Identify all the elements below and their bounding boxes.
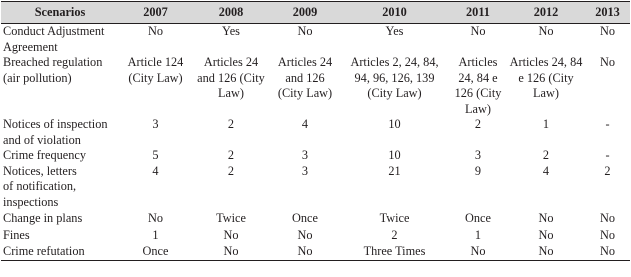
table-cell: No — [599, 55, 616, 69]
table-cell: No — [599, 24, 616, 38]
table-cell: Twice — [379, 211, 410, 225]
table-row — [1, 148, 630, 164]
header-year-2013: 2013 — [585, 2, 630, 24]
table-cell: 3 — [301, 163, 309, 178]
row-label-line: Notices, letters — [3, 163, 77, 178]
row-label-notices-letters — [1, 164, 119, 211]
table-row — [1, 243, 630, 260]
table-cell: 5 — [152, 148, 159, 162]
table-row — [1, 227, 630, 244]
table-cell: No — [599, 211, 616, 225]
table-cell: Three Times — [340, 243, 449, 260]
row-label-crime-refutation — [1, 243, 119, 260]
table-body — [1, 24, 630, 261]
table-cell: 4 — [542, 163, 550, 178]
table-row — [1, 24, 630, 56]
table-cell: Yes — [222, 24, 240, 38]
table-cell: Articles 2, 24, 84, 94, 96, 126, 139 (City Law) — [350, 55, 439, 100]
row-label-line: of notification, — [3, 179, 77, 193]
row-label-line: Conduct Adjustment — [3, 24, 105, 38]
table-cell: 3 — [474, 148, 482, 162]
table-cell: 2 — [474, 117, 482, 131]
table-cell: No — [470, 24, 486, 38]
row-label-fines — [1, 227, 119, 244]
table-cell: No — [297, 227, 313, 242]
row-label-line: Change in plans — [3, 211, 83, 225]
row-label-line: and of violation — [3, 132, 81, 147]
table-cell: No — [538, 24, 554, 38]
table-cell: 3 — [301, 148, 309, 162]
row-label-change-in-plans — [1, 210, 119, 227]
table-cell: No — [270, 243, 340, 260]
table-cell: No — [538, 211, 554, 225]
header-row — [1, 2, 630, 24]
header-year-2008: 2008 — [192, 2, 270, 24]
table-cell: Articles 24 and 126 (City Law) — [197, 55, 265, 100]
row-label-crime-frequency — [1, 148, 119, 164]
row-label-line: Agreement — [3, 39, 58, 54]
table-cell: 2 — [604, 163, 611, 178]
row-label-line: Crime frequency — [3, 148, 86, 162]
row-label-line: Crime refutation — [3, 244, 85, 258]
row-label-line: Notices of inspection — [3, 117, 108, 131]
table-cell: No — [449, 243, 507, 260]
table-cell: No — [599, 227, 616, 242]
table-cell: 2 — [227, 148, 235, 162]
table-cell: 2 — [227, 117, 235, 131]
row-label-notices-of-inspection — [1, 117, 119, 148]
table-cell: 10 — [388, 148, 401, 162]
table-cell: 10 — [388, 117, 401, 131]
table-cell: Once — [119, 243, 192, 260]
header-year-2010: 2010 — [340, 2, 449, 24]
table-cell: 2 — [391, 227, 398, 242]
row-label-breached-regulation — [1, 55, 119, 117]
table-cell: 2 — [227, 163, 235, 178]
table-cell: No — [538, 227, 554, 242]
table-row — [1, 117, 630, 148]
table-cell: - — [605, 148, 610, 162]
table-cell: Articles 24, 84 e 126 (City Law) — [454, 55, 502, 116]
table-cell: No — [147, 211, 164, 225]
header-scenarios: Scenarios — [1, 2, 119, 24]
header-year-2007: 2007 — [119, 2, 192, 24]
table-cell: 1 — [474, 227, 482, 242]
row-label-line: Breached regulation — [3, 55, 103, 69]
table-cell: No — [192, 243, 270, 260]
table-cell: Yes — [385, 24, 404, 38]
table-cell: No — [507, 243, 585, 260]
header-year-2009: 2009 — [270, 2, 340, 24]
scenarios-table — [1, 1, 630, 261]
table-cell: No — [585, 243, 630, 260]
table-cell: Article 124 (City Law) — [127, 55, 184, 85]
table-cell: 9 — [474, 163, 482, 178]
table-cell: 21 — [388, 163, 401, 178]
table-header — [1, 2, 630, 24]
table-cell: 1 — [152, 227, 159, 242]
table-cell: Twice — [216, 211, 246, 225]
table-cell: No — [223, 227, 239, 242]
row-label-line: (air pollution) — [3, 70, 72, 85]
table-cell: 2 — [542, 148, 550, 162]
header-year-2011: 2011 — [449, 2, 507, 24]
header-year-2012: 2012 — [507, 2, 585, 24]
table-cell: Articles 24, 84 e 126 (City Law) — [509, 55, 583, 100]
table-row — [1, 210, 630, 227]
table-row — [1, 164, 630, 211]
table-cell: No — [147, 24, 164, 38]
table-cell: 4 — [152, 163, 159, 178]
table-cell: Once — [292, 211, 318, 225]
table-cell: 4 — [301, 117, 309, 131]
table-cell: Once — [465, 211, 491, 225]
table-cell: Articles 24 and 126 (City Law) — [277, 55, 333, 100]
row-label-line: Fines — [3, 227, 30, 242]
row-label-line: inspections — [3, 194, 59, 209]
row-label-conduct-adjustment-agreement — [1, 24, 119, 56]
table-row — [1, 55, 630, 117]
table-cell: No — [297, 24, 313, 38]
table-cell: - — [605, 117, 610, 131]
table-cell: 1 — [542, 117, 550, 131]
table-cell: 3 — [152, 117, 159, 131]
